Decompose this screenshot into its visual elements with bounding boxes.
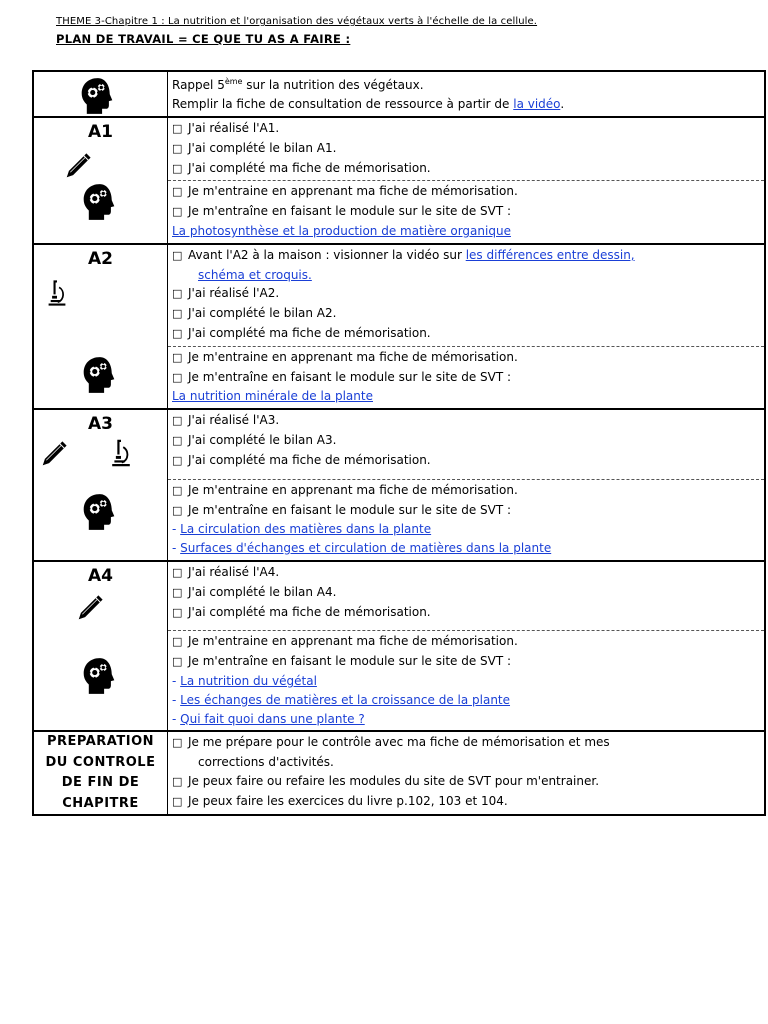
video-link[interactable]: la vidéo [513,96,561,111]
checklist-item[interactable]: □ J'ai complété le bilan A4. [172,584,337,599]
a4-label-cell [33,561,168,631]
brain-gears-icon [82,493,116,531]
a1-tasks-cell [168,117,766,181]
checklist-item[interactable]: □ J'ai complété le bilan A2. [172,306,337,321]
checklist-item[interactable]: □ J'ai complété le bilan A1. [172,140,337,155]
microscope-icon [110,438,132,468]
checklist-item[interactable]: □ Je m'entraîne en faisant le module sur le site de SVT : [172,654,512,669]
checklist-item[interactable]: □ J'ai réalisé l'A4. [172,564,280,579]
a3-train-cell: □ Je m'entraine en apprenant ma fiche de mémorisation. □ Je m'entraîne en faisant le module sur le site de SVT : - La circulation des matières dans la plante - Surfaces d'échanges et circulation de matières dans la plante [168,479,766,561]
checklist-item[interactable]: □ Avant l'A2 à la maison : visionner la vidéo sur les différences entre dessin, [172,247,635,262]
microscope-icon [46,279,68,307]
checklist-item[interactable]: □ Je me prépare pour le contrôle avec ma fiche de mémorisation et mes [172,735,610,750]
pencil-icon [76,594,104,622]
drawing-video-link[interactable]: les différences entre dessin, [465,247,635,262]
plan-table [32,70,766,816]
checklist-item[interactable]: □ J'ai complété ma fiche de mémorisation. [172,604,431,619]
a3-tasks-cell [168,409,766,479]
a2-train-cell [168,346,766,409]
checklist-item[interactable]: □ Je m'entraine en apprenant ma fiche de mémorisation. [172,482,518,497]
checklist-item-cont: corrections d'activités. [198,755,334,770]
intro-icon-cell [33,71,168,117]
brain-gears-icon [82,356,116,394]
brain-gears-icon [80,77,114,115]
a1-label: A1 [88,122,113,142]
module-link[interactable]: Les échanges de matières et la croissance de la plante [180,692,511,707]
prep-label-cell [33,731,168,815]
a4-train-icon-cell [33,631,168,731]
checklist-item[interactable]: □ Je m'entraîne en faisant le module sur le site de SVT : [172,502,512,517]
a4-train-cell: □ Je m'entraine en apprenant ma fiche de mémorisation. □ Je m'entraîne en faisant le module sur le site de SVT : - La nutrition du végétal - Les échanges de matières et la croissance de la plante - Qui fait quoi dans une plante ? [168,631,766,731]
a4-label: A4 [88,565,113,586]
checklist-item[interactable]: □ Je peux faire ou refaire les modules du site de SVT pour m'entrainer. [172,774,600,789]
prep-cell [168,731,766,815]
checklist-item[interactable]: □ J'ai complété ma fiche de mémorisation. [172,326,431,341]
a1-train-icon-cell [33,181,168,244]
pencil-icon [40,440,68,468]
a3-label: A3 [88,414,113,435]
checklist-item[interactable]: □ Je m'entraine en apprenant ma fiche de mémorisation. [172,184,518,199]
module-link[interactable]: Qui fait quoi dans une plante ? [180,711,365,726]
pencil-icon [64,152,92,180]
checklist-item[interactable]: □ J'ai réalisé l'A3. [172,413,280,428]
module-link[interactable]: Surfaces d'échanges et circulation de matières dans la plante [180,541,552,556]
checklist-item[interactable]: □ J'ai réalisé l'A1. [172,121,280,135]
brain-gears-icon [82,183,116,221]
checklist-item[interactable]: □ Je m'entraîne en faisant le module sur le site de SVT : [172,369,512,384]
a3-label-cell [33,409,168,479]
checklist-item[interactable]: □ Je peux faire les exercices du livre p.102, 103 et 104. [172,793,508,808]
a2-label-cell [33,244,168,346]
checklist-item[interactable]: □ J'ai réalisé l'A2. [172,286,280,301]
a1-label-cell [33,117,168,181]
intro-cell [168,71,766,117]
theme-heading: THEME 3-Chapitre 1 : La nutrition et l'organisation des végétaux verts à l'échelle de la cellule. [56,16,538,27]
module-link[interactable]: La nutrition minérale de la plante [172,389,373,404]
module-link[interactable]: La photosynthèse et la production de matière organique [172,223,511,238]
a3-train-icon-cell [33,479,168,561]
module-link[interactable]: La circulation des matières dans la plante [180,522,432,537]
drawing-video-link-cont[interactable]: schéma et croquis. [198,267,312,282]
a4-tasks-cell [168,561,766,631]
checklist-item[interactable]: □ Je m'entraîne en faisant le module sur le site de SVT : [172,204,512,219]
module-link[interactable]: La nutrition du végétal [180,674,317,689]
checklist-item[interactable]: □ J'ai complété ma fiche de mémorisation. [172,160,431,175]
a2-train-icon-cell [33,346,168,409]
a2-tasks-cell [168,244,766,346]
checklist-item[interactable]: □ J'ai complété le bilan A3. [172,433,337,448]
a1-train-cell [168,181,766,244]
brain-gears-icon [82,657,116,695]
intro-line-2: Remplir la fiche de consultation de ressource à partir de la vidéo. [172,96,565,111]
checklist-item[interactable]: □ Je m'entraine en apprenant ma fiche de mémorisation. [172,349,518,364]
a2-label: A2 [88,248,113,269]
intro-line-1: Rappel 5ème sur la nutrition des végétaux. [172,77,424,92]
checklist-item[interactable]: □ Je m'entraine en apprenant ma fiche de mémorisation. [172,634,518,649]
checklist-item[interactable]: □ J'ai complété ma fiche de mémorisation. [172,452,431,467]
prep-label: PREPARATION DU CONTROLE DE FIN DE CHAPITRE [45,734,156,811]
plan-title: PLAN DE TRAVAIL = CE QUE TU AS A FAIRE : [56,32,351,46]
